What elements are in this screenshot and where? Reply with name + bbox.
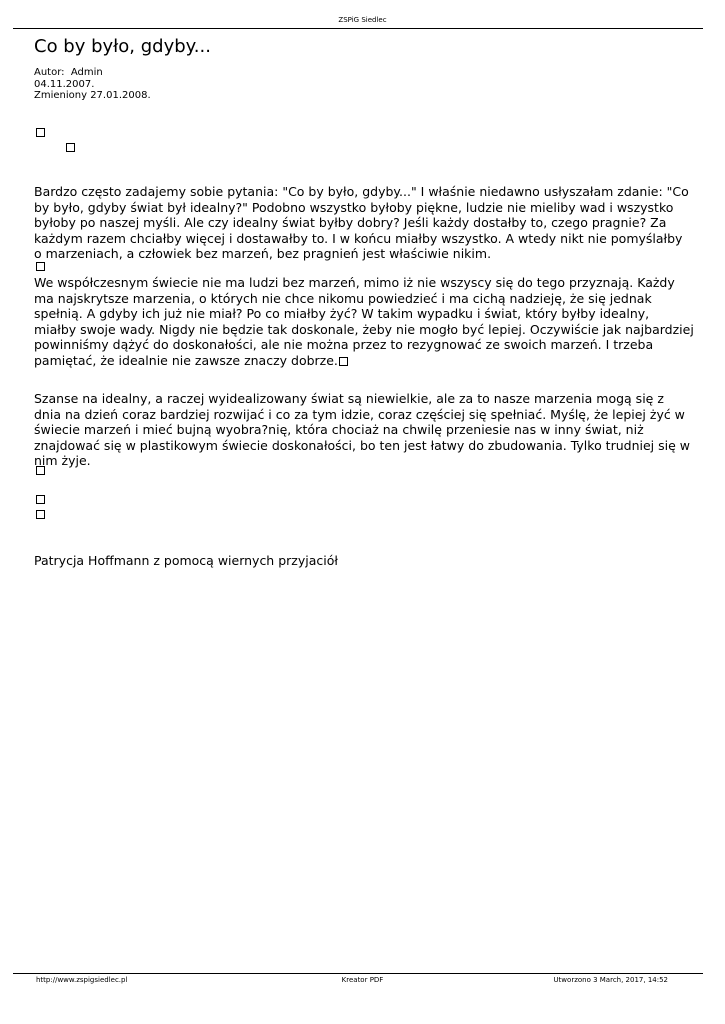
article-paragraph-2: We współczesnym świecie nie ma ludzi bez marzeń, mimo iż nie wszyscy się do tego przyznają. Każdy ma najskrytsze marzenia, o których nie chce nikomu powiedzieć i ma cichą nadzieję, że się jednak spełnią. A gdyby ich już nie miał? Po co miałby żyć? W takim wypadku i świat, który byłby idealny, miałby swoje wady. Nigdy nie będzie tak doskonale, żeby nie mogło być lepiej. Oczywiście jak najbardziej powinniśmy dążyć do doskonałości, ale nie można przez to rezygnować ze swoich marzeń. I trzeba pamiętać, że idealnie nie zawsze znaczy dobrze. [34, 275, 694, 368]
missing-image-placeholder [36, 495, 45, 504]
author-line: Autor: Admin [34, 67, 103, 78]
missing-image-placeholder [36, 510, 45, 519]
article-paragraph-2-container [34, 275, 694, 368]
footer-generator: Kreator PDF [341, 976, 384, 984]
article-title: Co by było, gdyby... [34, 36, 211, 57]
article-meta [34, 67, 151, 102]
footer-url: http://www.zspigsiedlec.pl [36, 976, 128, 984]
publish-date: 04.11.2007. [34, 78, 95, 90]
footer-rule [13, 973, 703, 974]
header-rule [13, 28, 703, 29]
footer-created: Utworzono 3 March, 2017, 14:52 [553, 976, 668, 984]
missing-image-placeholder [36, 466, 45, 475]
missing-image-placeholder [36, 128, 45, 137]
missing-image-placeholder [36, 262, 45, 271]
article-signature: Patrycja Hoffmann z pomocą wiernych przyjaciół [34, 553, 338, 568]
missing-image-placeholder [66, 143, 75, 152]
article-paragraph-3: Szanse na idealny, a raczej wyidealizowany świat są niewielkie, ale za to nasze marzenia mogą się z dnia na dzień coraz bardziej rozwijać i co za tym idzie, coraz częściej się spełniać. Myślę, że lepiej żyć w świecie marzeń i mieć bujną wyobra?nię, która chociaż na chwilę przeniesie nas w inny świat, niż znajdować się w plastikowym świecie doskonałości, bo ten jest łatwy do zbudowania. Tylko trudniej się w nim żyje. [34, 391, 690, 468]
article-paragraph-1: Bardzo często zadajemy sobie pytania: "Co by było, gdyby..." I właśnie niedawno usłyszałam zdanie: "Co by było, gdyby świat był idealny?" Podobno wszystko byłoby piękne, ludzie nie mieliby wad i wszystko byłoby po naszej myśli. Ale czy idealny świat byłby dobry? Jeśli każdy dostałby to, czego pragnie? Za każdym razem chciałby więcej i dostawałby to. I w końcu miałby wszystko. A wtedy nikt nie pomyślałby o marzeniach, a człowiek bez marzeń, bez pragnień jest właściwie nikim. [34, 184, 689, 261]
missing-image-placeholder [339, 357, 348, 366]
modified-date: Zmieniony 27.01.2008. [34, 90, 151, 101]
header-site-name: ZSPiG Siedlec [338, 16, 387, 24]
